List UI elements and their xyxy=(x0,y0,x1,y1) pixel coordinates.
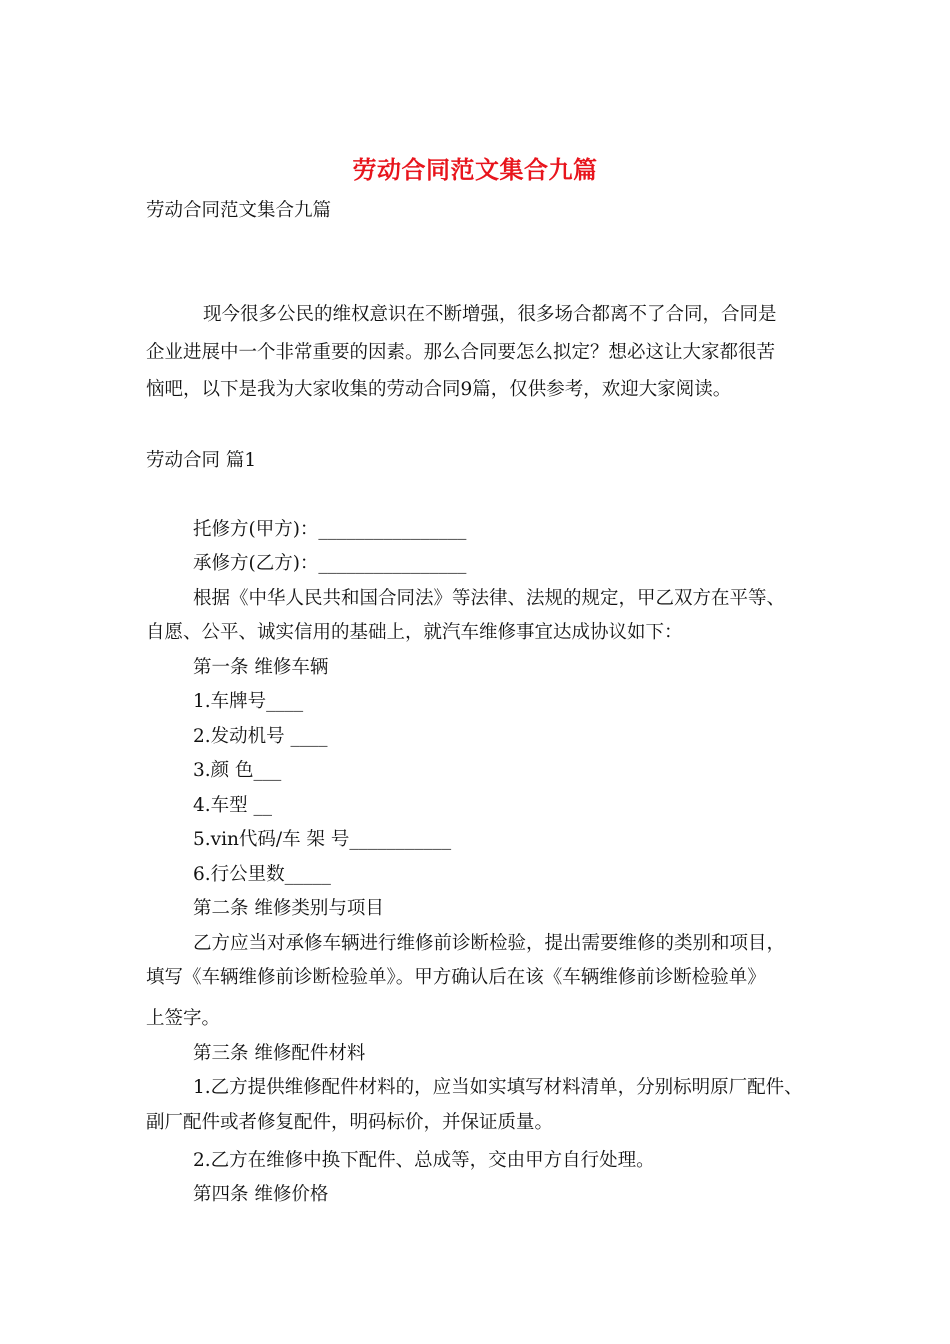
article-1-item: 3.颜 色___ xyxy=(193,760,282,781)
section-heading: 劳动合同 篇1 xyxy=(146,450,257,471)
article-1-item: 6.行公里数_____ xyxy=(193,864,331,885)
article-2-heading: 第二条 维修类别与项目 xyxy=(193,898,384,919)
article-1-heading: 第一条 维修车辆 xyxy=(193,657,329,678)
party-a-line: 托修方(甲方)：________________ xyxy=(193,519,467,540)
intro-line-2: 企业进展中一个非常重要的因素。那么合同要怎么拟定？想必这让大家都很苦 xyxy=(146,342,776,363)
article-4-heading: 第四条 维修价格 xyxy=(193,1184,329,1205)
article-1-item: 1.车牌号____ xyxy=(193,691,304,712)
intro-line-3: 恼吧，以下是我为大家收集的劳动合同9篇，仅供参考，欢迎大家阅读。 xyxy=(146,379,732,400)
article-1-item: 4.车型 __ xyxy=(193,795,273,816)
document-subtitle: 劳动合同范文集合九篇 xyxy=(146,200,332,221)
basis-line-2: 自愿、公平、诚实信用的基础上，就汽车维修事宜达成协议如下： xyxy=(146,622,683,643)
article-1-item: 2.发动机号 ____ xyxy=(193,726,328,747)
basis-line-1: 根据《中华人民共和国合同法》等法律、法规的规定，甲乙双方在平等、 xyxy=(193,588,786,609)
article-2-line-3: 上签字。 xyxy=(146,1008,221,1029)
article-3-line-2: 副厂配件或者修复配件，明码标价，并保证质量。 xyxy=(146,1112,554,1133)
article-3-line-3: 2.乙方在维修中换下配件、总成等，交由甲方自行处理。 xyxy=(193,1150,655,1171)
article-2-line-1: 乙方应当对承修车辆进行维修前诊断检验，提出需要维修的类别和项目， xyxy=(193,933,786,954)
article-3-heading: 第三条 维修配件材料 xyxy=(193,1043,366,1064)
article-3-line-1: 1.乙方提供维修配件材料的，应当如实填写材料清单，分别标明原厂配件、 xyxy=(193,1077,803,1098)
article-2-line-2: 填写《车辆维修前诊断检验单》。甲方确认后在该《车辆维修前诊断检验单》 xyxy=(146,967,766,988)
document-title: 劳动合同范文集合九篇 xyxy=(352,155,598,184)
intro-line-1: 现今很多公民的维权意识在不断增强，很多场合都离不了合同，合同是 xyxy=(203,304,777,325)
article-1-item: 5.vin代码/车 架 号___________ xyxy=(193,829,452,850)
party-b-line: 承修方(乙方)：________________ xyxy=(193,553,467,574)
